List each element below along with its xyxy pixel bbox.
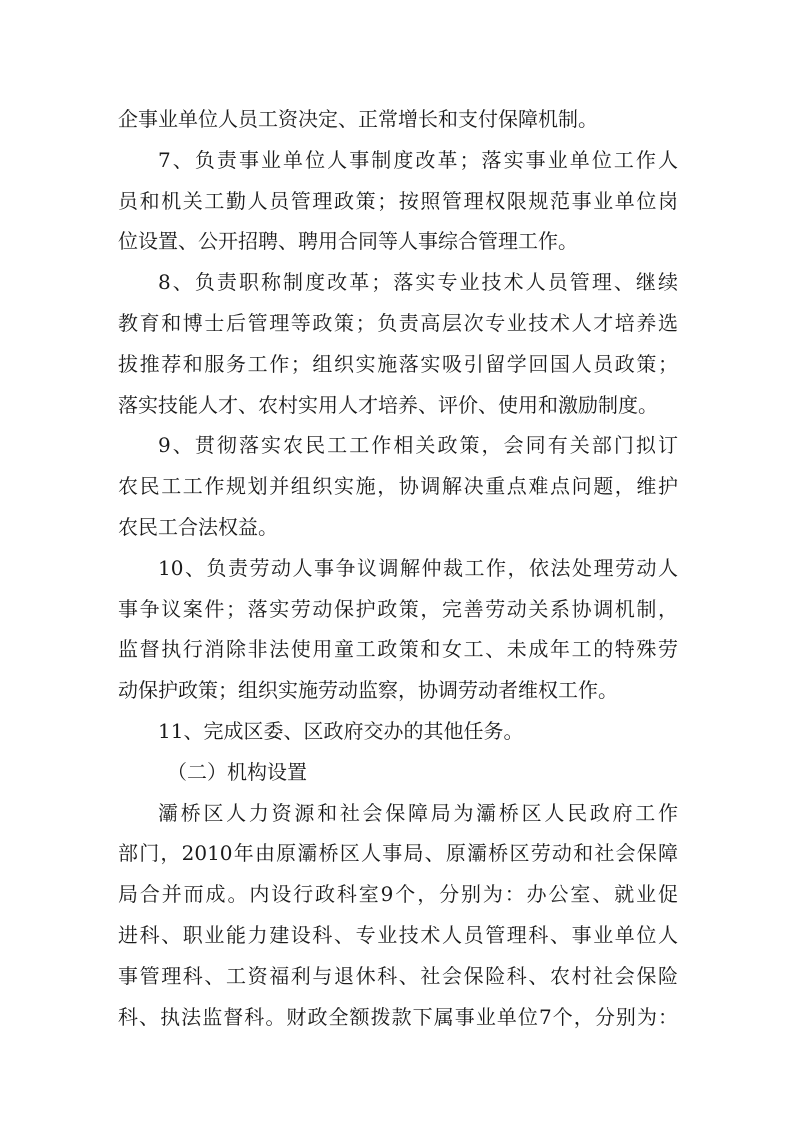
paragraph-line: 农民工合法权益。 — [118, 514, 278, 539]
paragraph-line: 员和机关工勤人员管理政策；按照管理权限规范事业单位岗 — [118, 188, 678, 213]
paragraph-line: 教育和博士后管理等政策；负责高层次专业技术人才培养选 — [118, 310, 678, 335]
paragraph-line: 部门，2010年由原灞桥区人事局、原灞桥区劳动和社会保障 — [118, 841, 678, 866]
paragraph-line: 拔推荐和服务工作；组织实施落实吸引留学回国人员政策； — [118, 351, 678, 376]
paragraph-line: 事管理科、工资福利与退休科、社会保险科、农村社会保险 — [118, 963, 678, 988]
document-body — [118, 99, 678, 1037]
paragraph-line: 8、负责职称制度改革；落实专业技术人员管理、继续 — [158, 270, 678, 295]
section-heading: （二）机构设置 — [167, 759, 307, 784]
paragraph-line: 位设置、公开招聘、聘用合同等人事综合管理工作。 — [118, 229, 578, 254]
paragraph-line: 事争议案件；落实劳动保护政策，完善劳动关系协调机制， — [118, 596, 678, 621]
paragraph-line: 灞桥区人力资源和社会保障局为灞桥区人民政府工作 — [158, 800, 678, 825]
paragraph-line: 监督执行消除非法使用童工政策和女工、未成年工的特殊劳 — [118, 637, 678, 662]
paragraph-line: 农民工工作规划并组织实施，协调解决重点难点问题，维护 — [118, 474, 678, 499]
paragraph-line: 10、负责劳动人事争议调解仲裁工作，依法处理劳动人 — [158, 555, 678, 580]
paragraph-line: 9、贯彻落实农民工工作相关政策，会同有关部门拟订 — [158, 433, 678, 458]
paragraph-line: 进科、职业能力建设科、专业技术人员管理科、事业单位人 — [118, 922, 678, 947]
paragraph-line: 动保护政策；组织实施劳动监察，协调劳动者维权工作。 — [118, 678, 618, 703]
paragraph-line: 局合并而成。内设行政科室9个，分别为：办公室、就业促 — [118, 882, 678, 907]
paragraph-line: 科、执法监督科。财政全额拨款下属事业单位7个，分别为： — [118, 1004, 678, 1029]
paragraph-line: 落实技能人才、农村实用人才培养、评价、使用和激励制度。 — [118, 392, 658, 417]
paragraph-line: 11、完成区委、区政府交办的其他任务。 — [158, 718, 524, 743]
paragraph-line: 7、负责事业单位人事制度改革；落实事业单位工作人 — [158, 147, 678, 172]
paragraph-line: 企事业单位人员工资决定、正常增长和支付保障机制。 — [118, 107, 598, 131]
